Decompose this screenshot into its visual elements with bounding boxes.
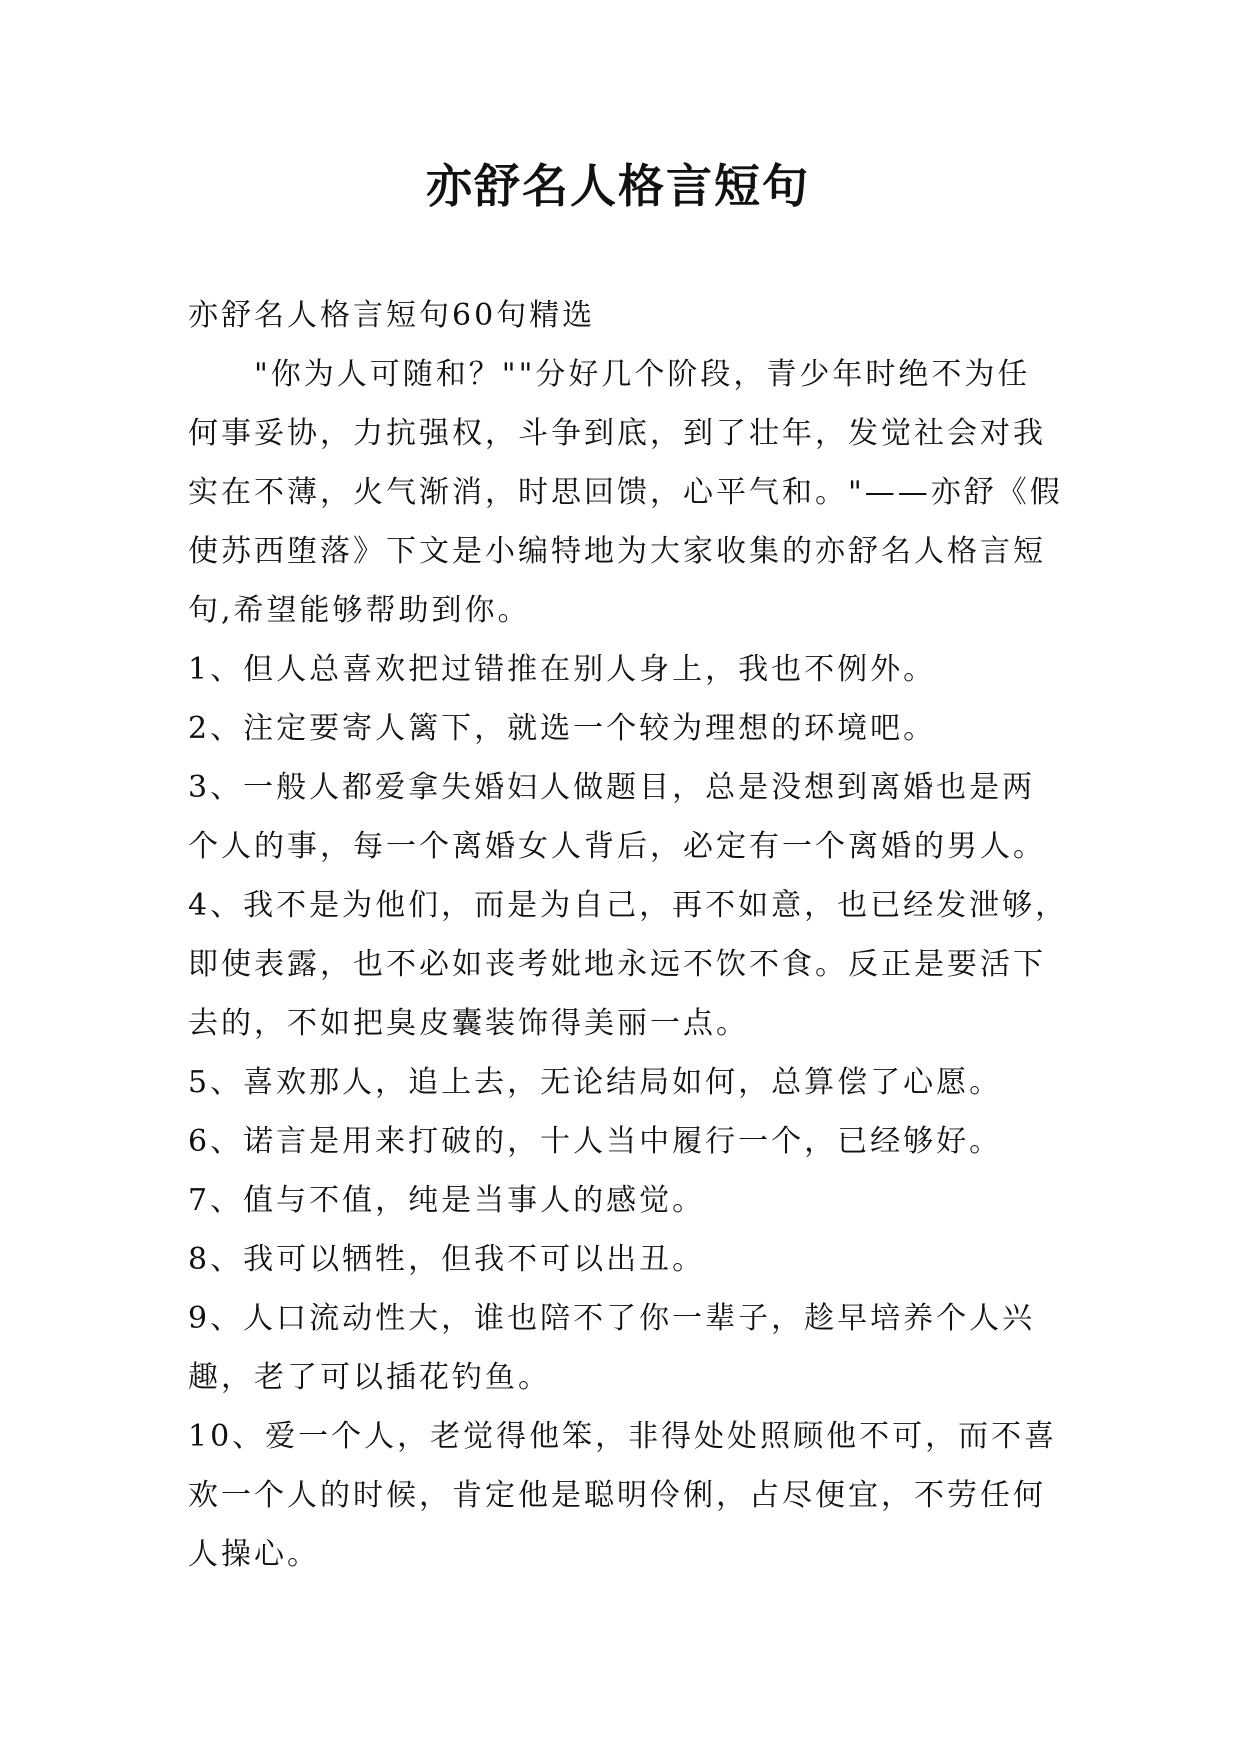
quote-line: 欢一个人的时候，肯定他是聪明伶俐，占尽便宜，不劳任何: [188, 1478, 1046, 1513]
intro-line: 句,希望能够帮助到你。: [188, 593, 531, 628]
quote-line: 趣，老了可以插花钓鱼。: [188, 1360, 551, 1395]
subtitle-line: 亦舒名人格言短句60句精选: [188, 298, 596, 333]
document-body: [188, 286, 1068, 1584]
quote-line: 10、爱一个人，老觉得他笨，非得处处照顾他不可，而不喜: [188, 1419, 1058, 1454]
quote-line: 5、喜欢那人，追上去，无论结局如何，总算偿了心愿。: [188, 1065, 1003, 1100]
quote-line: 2、注定要寄人篱下，就选一个较为理想的环境吧。: [188, 711, 937, 746]
intro-line: "你为人可随和？""分好几个阶段，青少年时绝不为任: [188, 357, 1031, 392]
quote-line: 人操心。: [188, 1537, 320, 1572]
quote-line: 8、我可以牺牲，但我不可以出丑。: [188, 1242, 706, 1277]
intro-line: 何事妥协，力抗强权，斗争到底，到了壮年，发觉社会对我: [188, 416, 1046, 451]
quote-line: 即使表露，也不必如丧考妣地永远不饮不食。反正是要活下: [188, 947, 1046, 982]
quote-line: 1、但人总喜欢把过错推在别人身上，我也不例外。: [188, 652, 937, 687]
document-title: 亦舒名人格言短句: [426, 159, 810, 213]
quote-line: 4、我不是为他们，而是为自己，再不如意，也已经发泄够，: [188, 888, 1069, 923]
quote-line: 7、值与不值，纯是当事人的感觉。: [188, 1183, 706, 1218]
quote-line: 个人的事，每一个离婚女人背后，必定有一个离婚的男人。: [188, 829, 1046, 864]
quote-line: 3、一般人都爱拿失婚妇人做题目，总是没想到离婚也是两: [188, 770, 1036, 805]
quote-line: 6、诺言是用来打破的，十人当中履行一个，已经够好。: [188, 1124, 1003, 1159]
intro-line: 实在不薄，火气渐消，时思回馈，心平气和。"——亦舒《假: [188, 475, 1063, 510]
quote-line: 去的，不如把臭皮囊装饰得美丽一点。: [188, 1006, 749, 1041]
intro-line: 使苏西堕落》下文是小编特地为大家收集的亦舒名人格言短: [188, 534, 1046, 569]
quote-line: 9、人口流动性大，谁也陪不了你一辈子，趁早培养个人兴: [188, 1301, 1036, 1336]
